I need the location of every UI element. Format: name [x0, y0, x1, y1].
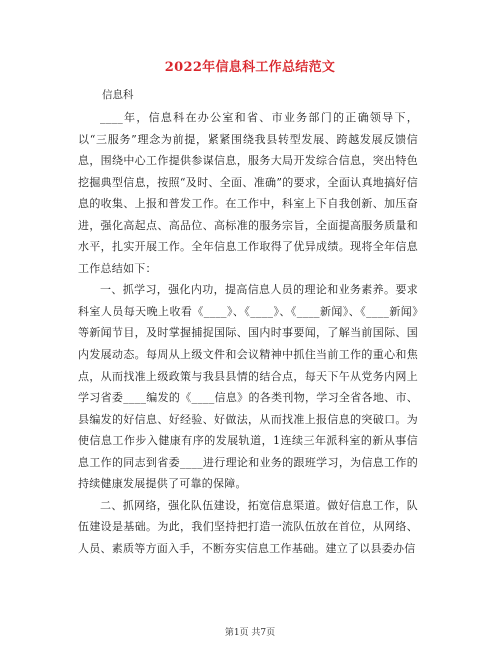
page-footer: 第1页 共7页 — [224, 628, 276, 638]
section-two-paragraph: 二、抓网络，强化队伍建设，拓宽信息渠道。做好信息工作，队伍建设是基础。为此，我们坚持把打造一流队伍放在首位，从网络、人员、素质等方面入手，不断夯实信息工作基础。建立了以县委办信 — [78, 498, 418, 555]
document-body — [78, 107, 418, 559]
section-one-paragraph: 一、抓学习，强化内功，提高信息人员的理论和业务素养。要求科室人员每天晚上收看《____》、《____》、《____新闻》、《____新闻》等新闻节目，及时掌握捕捉国际、国内时事要闻，了解当前国际、国内发展动态。每周从上级文件和会议精神中抓住当前工作的重心和焦点，从而找准上级政策与我县县情的结合点，每天下午从党务内网上学习省委____编发的《____信息》的各类刊物，学习全省各地、市、县编发的好信息、好经验、好做法，从而找准上报信息的突破口。为使信息工作步入健康有序的发展轨道，1连续三年派科室的新从事信息工作的同志到省委____进行理论和业务的跟班学习，为信息工作的持续健康发展提供了可靠的保障。 — [78, 283, 418, 491]
document-title: 2022年信息科工作总结范文 — [164, 60, 336, 75]
intro-paragraph: ____年，信息科在办公室和省、市业务部门的正确领导下，以“三服务”理念为前提，紧紧围绕我县转型发展、跨越发展反馈信息，围绕中心工作提供参谋信息，服务大局开发综合信息，突出特色挖掘典型信息，按照“及时、全面、准确”的要求，全面认真地搞好信息的收集、上报和普发工作。在工作中，科室上下自我创新、加压奋进，强化高起点、高品位、高标准的服务宗旨，全面提高服务质量和水平，扎实开展工作。全年信息工作取得了优异成绩。现将全年信息工作总结如下： — [78, 111, 418, 275]
department-label: 信息科 — [102, 89, 134, 101]
